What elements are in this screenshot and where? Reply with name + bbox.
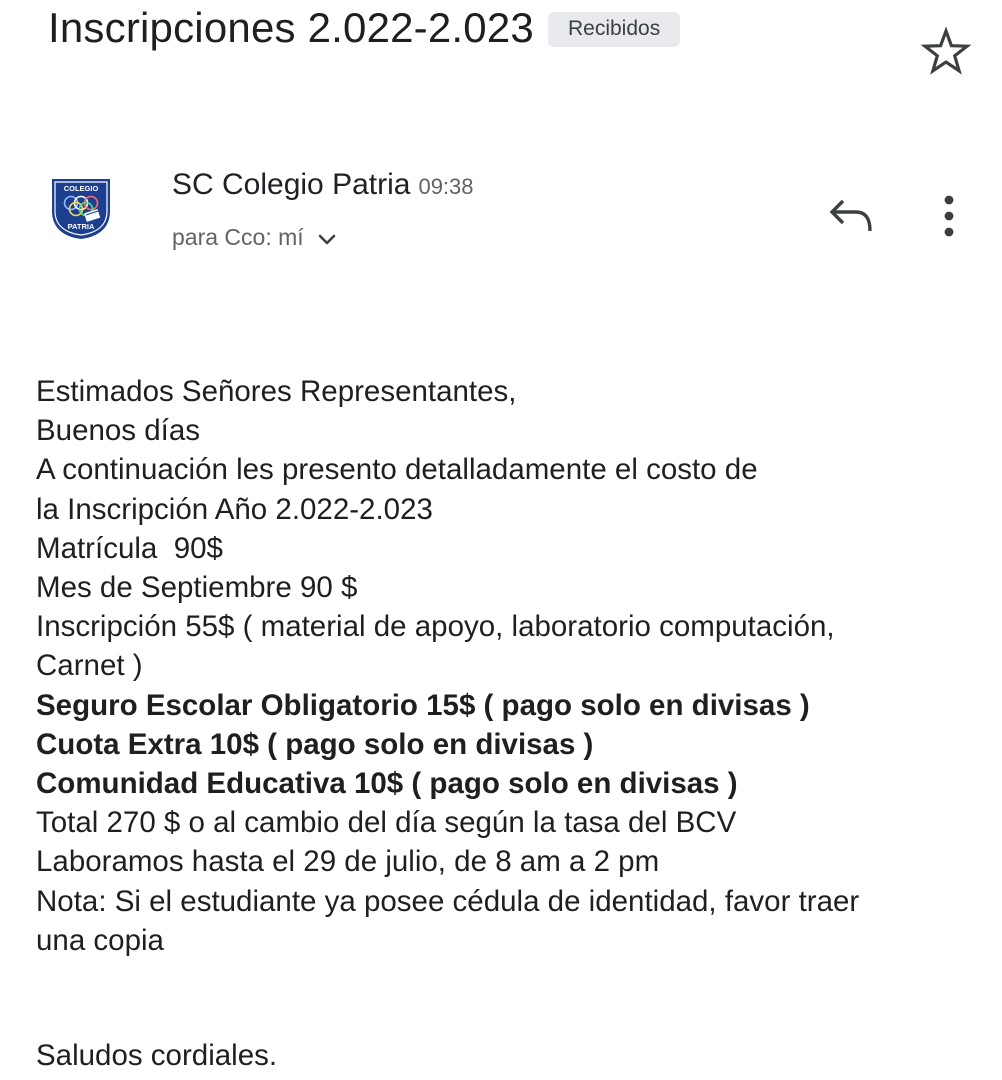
reply-icon[interactable] xyxy=(826,193,876,239)
body-line: Matrícula 90$ xyxy=(36,531,223,565)
body-line: Buenos días xyxy=(36,414,201,448)
body-line: Nota: Si el estudiante ya posee cédula de identidad, favor traer xyxy=(36,884,860,918)
body-line-bold: Seguro Escolar Obligatorio 15$ ( pago solo en divisas ) xyxy=(36,688,810,722)
sender-avatar[interactable] xyxy=(49,175,113,241)
body-line-bold: Comunidad Educativa 10$ ( pago solo en divisas ) xyxy=(36,767,738,801)
email-closing: Saludos cordiales. xyxy=(36,1039,278,1072)
body-line: Mes de Septiembre 90 $ xyxy=(36,571,358,605)
body-line: Carnet ) xyxy=(36,649,143,683)
sender-name[interactable]: SC Colegio Patria xyxy=(172,168,411,201)
body-line: Inscripción 55$ ( material de apoyo, laboratorio computación, xyxy=(36,610,835,644)
email-subject: Inscripciones 2.022-2.023 xyxy=(48,4,534,51)
avatar-top-text: COLEGIO xyxy=(63,184,99,193)
avatar-bottom-text: PATRIA xyxy=(67,222,95,231)
body-line: Total 270 $ o al cambio del día según la tasa del BCV xyxy=(36,806,737,840)
more-vertical-icon[interactable] xyxy=(934,192,964,242)
subject-row xyxy=(48,2,680,54)
email-body xyxy=(36,372,976,960)
body-line: una copia xyxy=(36,923,164,957)
recipients-toggle[interactable] xyxy=(172,222,338,252)
chevron-down-icon[interactable] xyxy=(316,228,338,250)
body-line-bold: Cuota Extra 10$ ( pago solo en divisas ) xyxy=(36,727,594,761)
label-chip-inbox[interactable]: Recibidos xyxy=(548,12,680,47)
body-line: Estimados Señores Representantes, xyxy=(36,375,517,408)
body-line: la Inscripción Año 2.022-2.023 xyxy=(36,492,433,526)
sent-time: 09:38 xyxy=(418,174,474,199)
sender-header xyxy=(172,166,474,206)
recipients-text: para Cco: mí xyxy=(172,224,304,250)
star-icon[interactable] xyxy=(920,26,972,78)
body-line: A continuación les presento detalladamente el costo de xyxy=(36,453,758,487)
body-line: Laboramos hasta el 29 de julio, de 8 am a 2 pm xyxy=(36,845,660,879)
